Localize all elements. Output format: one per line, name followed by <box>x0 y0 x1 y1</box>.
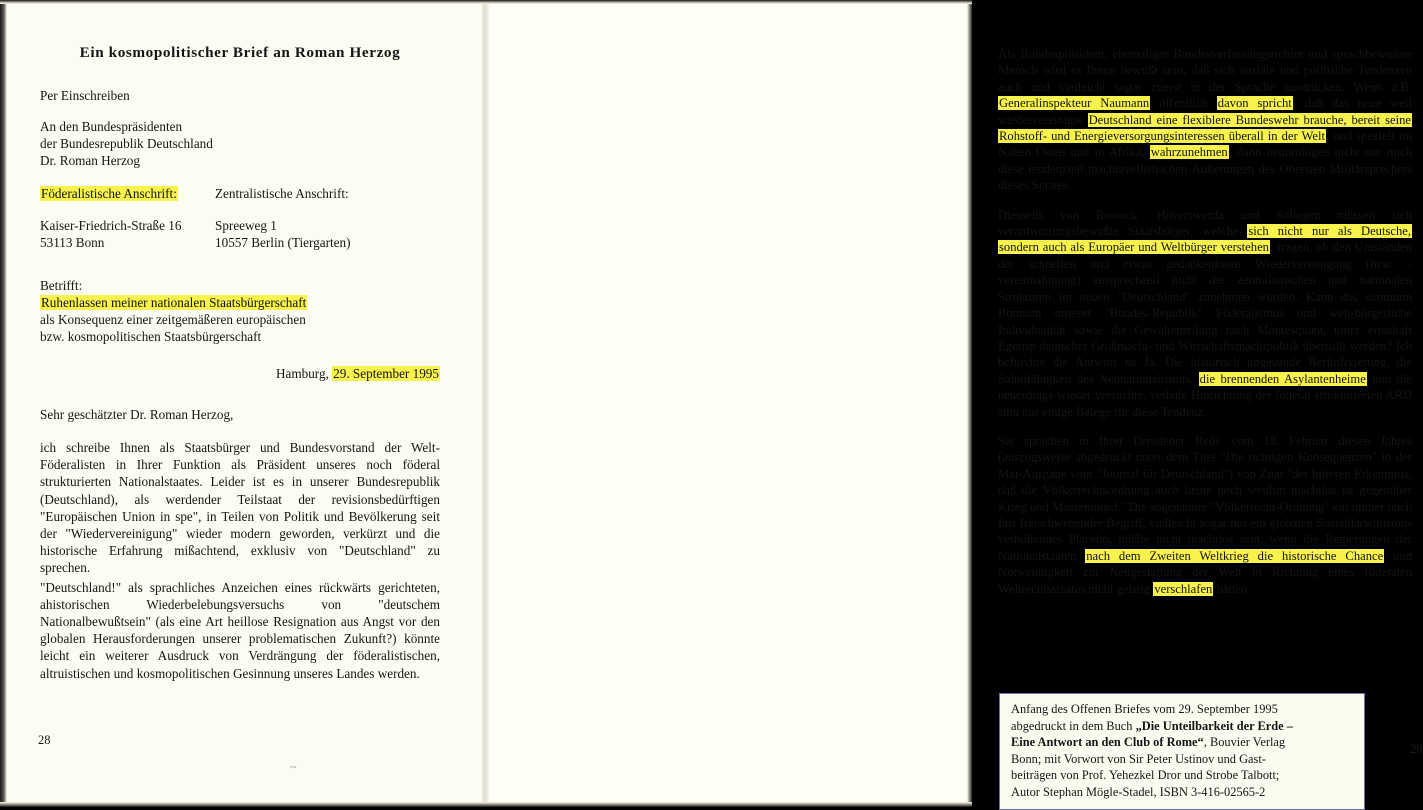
note-line-2 <box>1011 718 1355 735</box>
address-label-central: Zentralistische Anschrift: <box>215 186 349 202</box>
right-paragraph-2-text-3: neuen <box>1079 289 1110 304</box>
address-labels-row <box>40 185 440 202</box>
place-text: Hamburg, <box>275 365 329 381</box>
address-central-line-2: 10557 Berlin (Tiergarten) <box>215 234 351 250</box>
right-paragraph-1-text-4: , daß das neue weil wiedervereinigte <box>998 96 1413 127</box>
address-central-line-1: Spreeweg 1 <box>215 217 277 233</box>
right-paragraph-1-highlight-7: wahrzunehmen <box>1150 145 1228 160</box>
page-edge-right <box>967 0 972 807</box>
subject-line-1-text: Ruhenlassen meiner nationalen Staatsbürgerschaft <box>41 294 307 310</box>
page-number-left: 28 <box>38 733 51 747</box>
source-note-box <box>999 693 1365 810</box>
note-line-5: beiträgen von Prof. Yehezkel Dror und Strobe Talbott; <box>1011 768 1280 783</box>
page-left <box>0 0 486 807</box>
right-paragraph-1-highlight-5: Deutschland eine flexiblere Bundeswehr brauche, bereit seine Rohstoff- und Energieversorgungsinteressen überall in der Welt <box>999 112 1411 144</box>
right-paragraph-2-text-6: und die neuerdings wieder versuchte, verbale Hinrichtung der föderal strukturierten ARD sind nur einige Belege für diese Tendenz. <box>998 371 1412 419</box>
recipient-line-2: der Bundesrepublik Deutschland <box>40 136 213 152</box>
right-paragraph-2-highlight-1: sich nicht nur als Deutsche, sondern auch als Europäer und Weltbürger verstehen <box>999 224 1411 255</box>
address-label-federal <box>40 185 215 202</box>
right-page-text-column <box>998 46 1412 610</box>
page-edge-bottom <box>0 802 972 807</box>
right-paragraph-3 <box>998 433 1412 597</box>
right-paragraph-1-highlight-3: davon spricht <box>1217 96 1292 111</box>
note-line-1: Anfang des Offenen Briefes vom 29. September 1995 <box>1011 702 1278 716</box>
address-values-row <box>40 217 440 251</box>
left-page-text-column <box>40 36 440 682</box>
right-paragraph-1-text-2: öffentlich <box>1150 96 1217 111</box>
subject-line-1 <box>40 294 440 311</box>
place-date-line <box>40 365 440 382</box>
right-paragraph-2-text-4: "Deutschland" zunehmen würden. Kann das summum Bonnum unserer "Bundes-Republik" Föderalismus und welt-bürgerliche Individualität sowie die Gewaltenteilung nach Montesquieu, unter ernsthaft Egotrip deutscher Großmacht- und Wirtschaftsmachtpolitik überrollt werden? Ich befürchte die Antwort ist Ja. Die historisch ungesunde Berlinfixierung, die Salonfähigkeit des Neonationalismus, <box>998 289 1412 386</box>
left-paragraph-1: ich schreibe Ihnen als Staatsbürger und Bundesvorstand der Welt-Föderalisten in Ihrer Funktion als Präsident unseres noch föderal strukturierten Nationalstaates. Leider ist es in unserer Bundesrepublik (Deutschland), als werdender Teilstaat der revisionsbedürftigen "Europäischen Union in spe", in Teilen von Politik und Bevölkerung seit der "Wiedervereinigung" wieder modern geworden, verkürzt und die historische Erfahrung mißachtend, exklusiv von "Deutschland" zu sprechen. <box>40 440 440 576</box>
page-title: Ein kosmopolitischer Brief an Roman Herzog <box>79 44 401 61</box>
right-paragraph-3-text-2: und Notwendigkeit zur Neugestaltung der Welt in Richtung eines föderalen Weltrechtsstaates nicht geistig <box>998 548 1412 596</box>
salutation: Sehr geschätzter Dr. Roman Herzog, <box>40 406 234 422</box>
note-line-3-post: , Bouvier Verlag <box>1203 735 1286 750</box>
left-paragraph-2: "Deutschland!" als sprachliches Anzeichen eines rückwärts gerichteten, ahistorischen Wiederbelebungsversuchs von "deutschem Nationalbewußtsein" (als eine Art heillose Resignation aus Angst vor den globalen Herausforderungen unserer problematischen Zukunft?) könnte leicht ein weiterer Ausdruck von Verdrängung der föderalistischen, altruistischen und kosmopolitischen Gesinnung unseres Landes werden. <box>40 579 440 681</box>
right-paragraph-1-text-6: , und speziell im Nahen Osten und in Afrika, <box>998 129 1412 160</box>
paper-smudge: ~ <box>290 760 297 774</box>
right-paragraph-2 <box>998 207 1412 420</box>
right-paragraph-3-highlight-3: verschlafen <box>1154 581 1213 596</box>
right-paragraph-1-text-8: , dann beunruhigen nicht nur mich diese tendenziell machiavellistischen Äußerungen des Obersten Militärsprechers dieses Staates. <box>998 145 1412 193</box>
note-line-2-pre: abgedruckt in dem Buch <box>1011 718 1136 733</box>
address-federal-line-2: 53113 Bonn <box>40 234 105 250</box>
subject-label: Betrifft: <box>40 277 83 293</box>
address-label-federal-text: Föderalistische Anschrift: <box>41 186 177 202</box>
page-edge-top <box>0 0 972 4</box>
address-central <box>215 217 415 251</box>
subject-line-3: bzw. kosmopolitischen Staatsbürgerschaft <box>40 328 262 344</box>
right-paragraph-3-highlight-1: nach dem Zweiten Weltkrieg die historische Chance <box>1086 548 1384 563</box>
note-book-title-part-1: „Die Unteilbarkeit der Erde – <box>1135 718 1293 733</box>
recipient-line-3: Dr. Roman Herzog <box>40 153 140 169</box>
date-text: 29. September 1995 <box>333 365 439 381</box>
registered-mail-line: Per Einschreiben <box>40 88 130 104</box>
note-line-6: Autor Stephan Mögle-Stadel, ISBN 3-416-02565-2 <box>1011 784 1266 799</box>
right-paragraph-2-highlight-5: die brennenden Asylantenheime <box>1199 371 1366 386</box>
right-paragraph-3-text-0: Sie sprachen in Ihrer Dresdener Rede vom 13. Februar diesen Jahres (auszugsweise abgedruckt unter dem Titel "Die richtigen Konsequenzen" in der Mai-Ausgabe vom "Journal für Deutschland") von Zitat "der bitteren Erkenntnis, daß die Völkerrechtsordnung auch heute noch weithin machtlos ist gegenüber Krieg und Massenmord." Die sogenannte "Völkerrecht-Ordnung" ein immer noch fast freischwebender Begriff, vielleicht sogar nur ein globalen Sozialdarwinismus verhüllendes Placebo, müßte nicht machtlos sein, wenn die Regierungen der Nationalstaaten <box>998 433 1412 563</box>
recipient-block <box>40 118 440 169</box>
recipient-line-1: An den Bundespräsidenten <box>40 119 183 135</box>
right-paragraph-3-text-4: hätten. <box>1213 581 1251 596</box>
address-federal-line-1: Kaiser-Friedrich-Straße 16 <box>40 217 182 233</box>
right-paragraph-2-text-2: , fragen, ob den Umständen der schnellen und etwas gedankenlosen Wiedervereinigung (bzw. -vereinnahmung) entsprechend nicht die zentralistischen und nationalen Strukturen im <box>998 240 1412 304</box>
right-paragraph-1-highlight-1: Generalinspekteur Naumann <box>999 96 1150 111</box>
book-gutter <box>482 0 490 807</box>
page-number-right: 29 <box>1410 742 1423 756</box>
note-book-title-part-2: Eine Antwort an den Club of Rome“ <box>1011 735 1204 750</box>
right-paragraph-2-text-0: Diesseits von Rostock, Hoyerswerda und Solingen müssen sich verantwortungsbewußte Staatsbürger, welche <box>998 207 1412 239</box>
subject-line-2: als Konsequenz einer zeitgemäßeren europäischen <box>40 311 306 327</box>
right-paragraph-1 <box>998 46 1412 194</box>
note-line-4: Bonn; mit Vorwort von Sir Peter Ustinov und Gast- <box>1011 751 1266 766</box>
address-federal <box>40 217 215 251</box>
page-edge-left <box>0 0 7 807</box>
page-right <box>486 0 1423 807</box>
note-line-3 <box>1011 734 1355 751</box>
subject-block <box>40 277 440 345</box>
right-paragraph-1-text-0: Als Bundespräsident, ehemaliger Bundesverfassungsrichter und sprachbewußter Mensch wird es Ihnen bewußt sein, daß sich soziale und politische Tendenzen auch und vielleicht sogar zuerst in der Sprache ausdrücken. Wenn z.B. <box>998 47 1412 94</box>
